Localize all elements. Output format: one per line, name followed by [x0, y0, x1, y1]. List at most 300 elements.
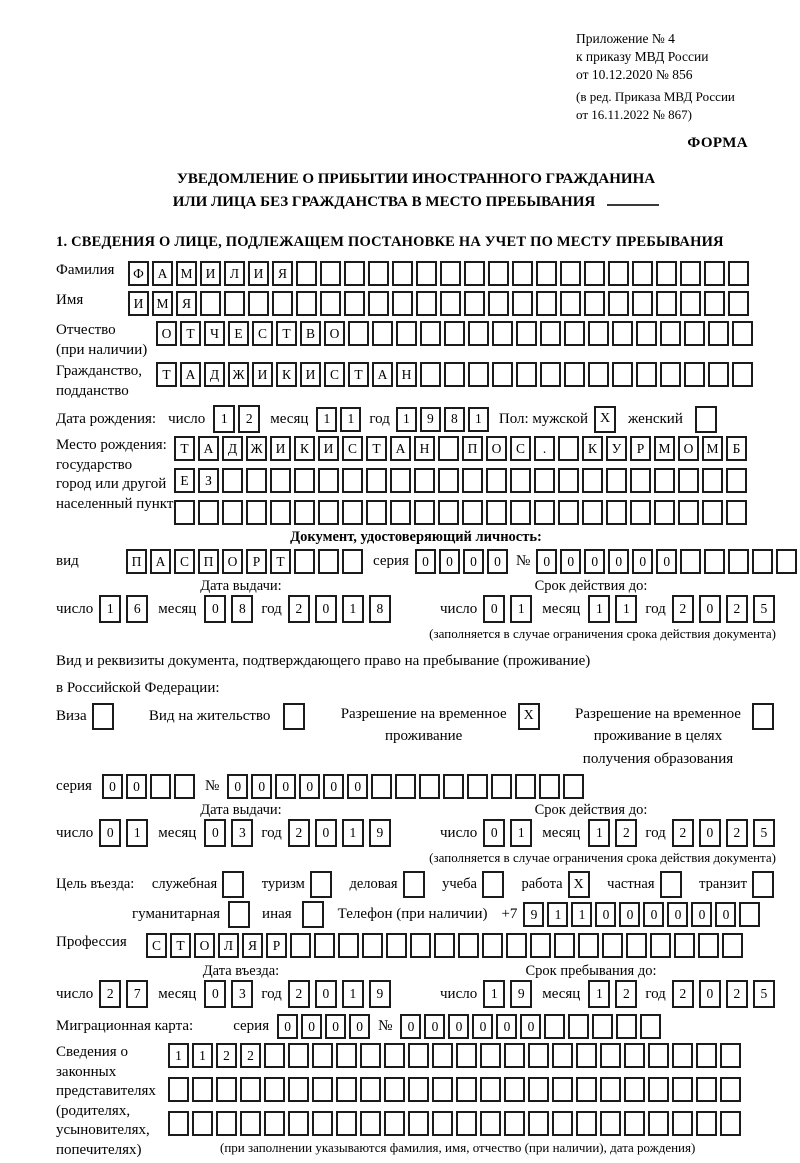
char-box[interactable]: [312, 1077, 333, 1102]
char-box[interactable]: 1: [547, 902, 568, 927]
char-box[interactable]: [616, 1014, 637, 1039]
char-box[interactable]: 0: [487, 549, 508, 574]
char-box[interactable]: [632, 291, 653, 316]
char-box[interactable]: 0: [415, 549, 436, 574]
char-box[interactable]: 0: [536, 549, 557, 574]
char-box[interactable]: 0: [323, 774, 344, 799]
char-box[interactable]: О: [678, 436, 699, 461]
char-box[interactable]: 0: [496, 1014, 517, 1039]
char-box[interactable]: Р: [246, 549, 267, 574]
char-box[interactable]: [602, 933, 623, 958]
char-box[interactable]: [552, 1111, 573, 1136]
char-box[interactable]: [198, 500, 219, 525]
char-box[interactable]: 2: [240, 1043, 261, 1068]
char-box[interactable]: 5: [753, 980, 775, 1008]
char-box[interactable]: Т: [170, 933, 191, 958]
char-box[interactable]: [506, 933, 527, 958]
char-box[interactable]: [558, 436, 579, 461]
char-box[interactable]: [728, 291, 749, 316]
char-box[interactable]: [294, 500, 315, 525]
char-box[interactable]: [414, 500, 435, 525]
char-box[interactable]: [720, 1077, 741, 1102]
char-box[interactable]: А: [180, 362, 201, 387]
char-box[interactable]: [468, 321, 489, 346]
char-box[interactable]: [678, 500, 699, 525]
char-box[interactable]: [720, 1111, 741, 1136]
char-box[interactable]: [438, 500, 459, 525]
char-box[interactable]: [384, 1077, 405, 1102]
char-box[interactable]: [294, 549, 315, 574]
char-box[interactable]: Е: [228, 321, 249, 346]
char-box[interactable]: [438, 436, 459, 461]
purpose-work-checkbox[interactable]: X: [568, 871, 590, 898]
char-box[interactable]: [640, 1014, 661, 1039]
char-box[interactable]: 0: [691, 902, 712, 927]
char-box[interactable]: [222, 500, 243, 525]
char-box[interactable]: 8: [231, 595, 253, 623]
char-box[interactable]: Я: [176, 291, 197, 316]
char-box[interactable]: [600, 1077, 621, 1102]
char-box[interactable]: 0: [439, 549, 460, 574]
char-box[interactable]: [656, 291, 677, 316]
char-box[interactable]: [410, 933, 431, 958]
char-box[interactable]: [482, 933, 503, 958]
char-box[interactable]: 0: [204, 595, 226, 623]
char-box[interactable]: [576, 1077, 597, 1102]
char-box[interactable]: [408, 1077, 429, 1102]
char-box[interactable]: Р: [266, 933, 287, 958]
char-box[interactable]: Р: [630, 436, 651, 461]
char-box[interactable]: 0: [400, 1014, 421, 1039]
char-box[interactable]: 0: [699, 595, 721, 623]
char-box[interactable]: [486, 468, 507, 493]
char-box[interactable]: И: [128, 291, 149, 316]
char-box[interactable]: Н: [414, 436, 435, 461]
char-box[interactable]: 0: [560, 549, 581, 574]
char-box[interactable]: [272, 291, 293, 316]
char-box[interactable]: [371, 774, 392, 799]
char-box[interactable]: [443, 774, 464, 799]
char-box[interactable]: [732, 362, 753, 387]
char-box[interactable]: [576, 1043, 597, 1068]
char-box[interactable]: 1: [396, 407, 417, 432]
purpose-tourism-checkbox[interactable]: [310, 871, 332, 898]
char-box[interactable]: У: [606, 436, 627, 461]
char-box[interactable]: 5: [753, 595, 775, 623]
char-box[interactable]: [296, 291, 317, 316]
char-box[interactable]: [456, 1043, 477, 1068]
char-box[interactable]: 0: [584, 549, 605, 574]
char-box[interactable]: [539, 774, 560, 799]
char-box[interactable]: 1: [213, 405, 235, 433]
char-box[interactable]: 8: [444, 407, 465, 432]
char-box[interactable]: [600, 1111, 621, 1136]
char-box[interactable]: [612, 321, 633, 346]
char-box[interactable]: 3: [231, 980, 253, 1008]
char-box[interactable]: [312, 1111, 333, 1136]
char-box[interactable]: [342, 468, 363, 493]
char-box[interactable]: Т: [174, 436, 195, 461]
char-box[interactable]: [444, 362, 465, 387]
char-box[interactable]: [314, 933, 335, 958]
char-box[interactable]: 0: [349, 1014, 370, 1039]
char-box[interactable]: П: [462, 436, 483, 461]
char-box[interactable]: [318, 468, 339, 493]
char-box[interactable]: 0: [520, 1014, 541, 1039]
char-box[interactable]: [612, 362, 633, 387]
char-box[interactable]: 1: [168, 1043, 189, 1068]
char-box[interactable]: [558, 468, 579, 493]
char-box[interactable]: [480, 1077, 501, 1102]
char-box[interactable]: 0: [608, 549, 629, 574]
char-box[interactable]: А: [152, 261, 173, 286]
char-box[interactable]: [438, 468, 459, 493]
char-box[interactable]: Л: [218, 933, 239, 958]
char-box[interactable]: [648, 1043, 669, 1068]
char-box[interactable]: [240, 1077, 261, 1102]
char-box[interactable]: 1: [588, 980, 610, 1008]
char-box[interactable]: 0: [315, 980, 337, 1008]
char-box[interactable]: [630, 500, 651, 525]
char-box[interactable]: 5: [753, 819, 775, 847]
char-box[interactable]: [440, 261, 461, 286]
char-box[interactable]: 1: [99, 595, 121, 623]
char-box[interactable]: 0: [299, 774, 320, 799]
char-box[interactable]: 9: [523, 902, 544, 927]
char-box[interactable]: [704, 261, 725, 286]
purpose-private-checkbox[interactable]: [660, 871, 682, 898]
char-box[interactable]: 0: [656, 549, 677, 574]
char-box[interactable]: [588, 321, 609, 346]
char-box[interactable]: [504, 1043, 525, 1068]
char-box[interactable]: [654, 468, 675, 493]
char-box[interactable]: [582, 468, 603, 493]
char-box[interactable]: [560, 291, 581, 316]
purpose-commercial-checkbox[interactable]: [403, 871, 425, 898]
char-box[interactable]: [366, 468, 387, 493]
char-box[interactable]: 2: [288, 595, 310, 623]
char-box[interactable]: [592, 1014, 613, 1039]
char-box[interactable]: 0: [315, 819, 337, 847]
char-box[interactable]: [390, 468, 411, 493]
char-box[interactable]: [728, 261, 749, 286]
char-box[interactable]: 0: [301, 1014, 322, 1039]
char-box[interactable]: [320, 291, 341, 316]
char-box[interactable]: [368, 291, 389, 316]
char-box[interactable]: А: [198, 436, 219, 461]
visa-checkbox[interactable]: [92, 703, 114, 730]
char-box[interactable]: [458, 933, 479, 958]
char-box[interactable]: [776, 549, 797, 574]
char-box[interactable]: [516, 362, 537, 387]
char-box[interactable]: [468, 362, 489, 387]
char-box[interactable]: [739, 902, 760, 927]
char-box[interactable]: [684, 362, 705, 387]
char-box[interactable]: [462, 468, 483, 493]
char-box[interactable]: [680, 291, 701, 316]
char-box[interactable]: [600, 1043, 621, 1068]
char-box[interactable]: [420, 362, 441, 387]
char-box[interactable]: [360, 1077, 381, 1102]
char-box[interactable]: 1: [126, 819, 148, 847]
char-box[interactable]: [200, 291, 221, 316]
char-box[interactable]: Я: [242, 933, 263, 958]
char-box[interactable]: [504, 1077, 525, 1102]
char-box[interactable]: 2: [672, 980, 694, 1008]
char-box[interactable]: 2: [726, 980, 748, 1008]
char-box[interactable]: [656, 261, 677, 286]
char-box[interactable]: [318, 549, 339, 574]
char-box[interactable]: [192, 1111, 213, 1136]
sex-male-checkbox[interactable]: X: [594, 406, 616, 433]
char-box[interactable]: [216, 1077, 237, 1102]
char-box[interactable]: [294, 468, 315, 493]
char-box[interactable]: [608, 261, 629, 286]
char-box[interactable]: [392, 261, 413, 286]
char-box[interactable]: [432, 1043, 453, 1068]
char-box[interactable]: Д: [222, 436, 243, 461]
char-box[interactable]: [464, 291, 485, 316]
purpose-transit-checkbox[interactable]: [752, 871, 774, 898]
char-box[interactable]: [342, 549, 363, 574]
char-box[interactable]: [636, 362, 657, 387]
char-box[interactable]: З: [198, 468, 219, 493]
char-box[interactable]: [456, 1111, 477, 1136]
char-box[interactable]: 1: [342, 819, 364, 847]
char-box[interactable]: [674, 933, 695, 958]
char-box[interactable]: Т: [366, 436, 387, 461]
char-box[interactable]: Н: [396, 362, 417, 387]
purpose-business-checkbox[interactable]: [222, 871, 244, 898]
char-box[interactable]: [584, 261, 605, 286]
char-box[interactable]: 0: [325, 1014, 346, 1039]
char-box[interactable]: [510, 500, 531, 525]
char-box[interactable]: [336, 1077, 357, 1102]
char-box[interactable]: [648, 1077, 669, 1102]
char-box[interactable]: 0: [463, 549, 484, 574]
char-box[interactable]: [348, 321, 369, 346]
char-box[interactable]: [540, 362, 561, 387]
char-box[interactable]: С: [174, 549, 195, 574]
char-box[interactable]: [528, 1111, 549, 1136]
char-box[interactable]: С: [252, 321, 273, 346]
char-box[interactable]: О: [486, 436, 507, 461]
char-box[interactable]: [552, 1077, 573, 1102]
char-box[interactable]: [192, 1077, 213, 1102]
char-box[interactable]: [414, 468, 435, 493]
purpose-humanitarian-checkbox[interactable]: [228, 901, 250, 928]
char-box[interactable]: 1: [342, 980, 364, 1008]
char-box[interactable]: 2: [672, 595, 694, 623]
char-box[interactable]: [660, 362, 681, 387]
char-box[interactable]: Л: [224, 261, 245, 286]
char-box[interactable]: [492, 321, 513, 346]
char-box[interactable]: Ф: [128, 261, 149, 286]
char-box[interactable]: [174, 774, 195, 799]
char-box[interactable]: [248, 291, 269, 316]
char-box[interactable]: [672, 1043, 693, 1068]
char-box[interactable]: Т: [276, 321, 297, 346]
char-box[interactable]: [696, 1111, 717, 1136]
char-box[interactable]: [552, 1043, 573, 1068]
char-box[interactable]: О: [156, 321, 177, 346]
char-box[interactable]: И: [300, 362, 321, 387]
char-box[interactable]: 2: [615, 819, 637, 847]
char-box[interactable]: [264, 1111, 285, 1136]
char-box[interactable]: С: [324, 362, 345, 387]
char-box[interactable]: [576, 1111, 597, 1136]
char-box[interactable]: 2: [288, 819, 310, 847]
char-box[interactable]: П: [126, 549, 147, 574]
char-box[interactable]: [408, 1111, 429, 1136]
char-box[interactable]: [467, 774, 488, 799]
char-box[interactable]: [680, 261, 701, 286]
char-box[interactable]: Т: [180, 321, 201, 346]
char-box[interactable]: И: [200, 261, 221, 286]
char-box[interactable]: 1: [340, 407, 361, 432]
char-box[interactable]: [648, 1111, 669, 1136]
sex-female-checkbox[interactable]: [695, 406, 717, 433]
char-box[interactable]: [384, 1111, 405, 1136]
char-box[interactable]: К: [276, 362, 297, 387]
char-box[interactable]: 0: [619, 902, 640, 927]
char-box[interactable]: Т: [270, 549, 291, 574]
char-box[interactable]: [456, 1077, 477, 1102]
char-box[interactable]: 2: [288, 980, 310, 1008]
char-box[interactable]: 2: [99, 980, 121, 1008]
char-box[interactable]: 0: [483, 819, 505, 847]
char-box[interactable]: Ж: [246, 436, 267, 461]
char-box[interactable]: [392, 291, 413, 316]
char-box[interactable]: 1: [588, 595, 610, 623]
char-box[interactable]: [702, 468, 723, 493]
char-box[interactable]: [174, 500, 195, 525]
char-box[interactable]: [536, 291, 557, 316]
char-box[interactable]: 2: [672, 819, 694, 847]
char-box[interactable]: [584, 291, 605, 316]
char-box[interactable]: 1: [510, 819, 532, 847]
char-box[interactable]: 0: [315, 595, 337, 623]
char-box[interactable]: [360, 1043, 381, 1068]
char-box[interactable]: [168, 1077, 189, 1102]
char-box[interactable]: [246, 468, 267, 493]
char-box[interactable]: [632, 261, 653, 286]
char-box[interactable]: [396, 321, 417, 346]
char-box[interactable]: [540, 321, 561, 346]
char-box[interactable]: [564, 321, 585, 346]
char-box[interactable]: И: [252, 362, 273, 387]
char-box[interactable]: 2: [726, 595, 748, 623]
char-box[interactable]: [395, 774, 416, 799]
char-box[interactable]: [720, 1043, 741, 1068]
char-box[interactable]: 0: [715, 902, 736, 927]
char-box[interactable]: 1: [615, 595, 637, 623]
char-box[interactable]: [486, 500, 507, 525]
char-box[interactable]: [624, 1077, 645, 1102]
char-box[interactable]: [390, 500, 411, 525]
char-box[interactable]: Е: [174, 468, 195, 493]
char-box[interactable]: [270, 468, 291, 493]
char-box[interactable]: 0: [204, 819, 226, 847]
char-box[interactable]: И: [270, 436, 291, 461]
char-box[interactable]: 9: [369, 819, 391, 847]
char-box[interactable]: [534, 468, 555, 493]
char-box[interactable]: 0: [126, 774, 147, 799]
char-box[interactable]: [416, 291, 437, 316]
char-box[interactable]: [708, 321, 729, 346]
char-box[interactable]: М: [176, 261, 197, 286]
char-box[interactable]: [636, 321, 657, 346]
char-box[interactable]: 1: [483, 980, 505, 1008]
char-box[interactable]: [672, 1111, 693, 1136]
char-box[interactable]: [626, 933, 647, 958]
char-box[interactable]: [416, 261, 437, 286]
char-box[interactable]: 1: [192, 1043, 213, 1068]
char-box[interactable]: 2: [216, 1043, 237, 1068]
char-box[interactable]: [516, 321, 537, 346]
char-box[interactable]: [366, 500, 387, 525]
char-box[interactable]: О: [222, 549, 243, 574]
char-box[interactable]: О: [324, 321, 345, 346]
char-box[interactable]: [624, 1043, 645, 1068]
char-box[interactable]: 0: [204, 980, 226, 1008]
char-box[interactable]: 0: [102, 774, 123, 799]
char-box[interactable]: [704, 291, 725, 316]
purpose-other-checkbox[interactable]: [302, 901, 324, 928]
char-box[interactable]: [650, 933, 671, 958]
char-box[interactable]: 0: [275, 774, 296, 799]
char-box[interactable]: [288, 1111, 309, 1136]
char-box[interactable]: [696, 1077, 717, 1102]
char-box[interactable]: [338, 933, 359, 958]
char-box[interactable]: [216, 1111, 237, 1136]
char-box[interactable]: [530, 933, 551, 958]
char-box[interactable]: 3: [231, 819, 253, 847]
char-box[interactable]: [554, 933, 575, 958]
char-box[interactable]: 9: [369, 980, 391, 1008]
char-box[interactable]: [708, 362, 729, 387]
char-box[interactable]: [264, 1043, 285, 1068]
char-box[interactable]: [434, 933, 455, 958]
char-box[interactable]: 0: [424, 1014, 445, 1039]
char-box[interactable]: К: [294, 436, 315, 461]
char-box[interactable]: [544, 1014, 565, 1039]
char-box[interactable]: 1: [468, 407, 489, 432]
char-box[interactable]: [534, 500, 555, 525]
char-box[interactable]: М: [654, 436, 675, 461]
char-box[interactable]: 9: [420, 407, 441, 432]
char-box[interactable]: 0: [699, 980, 721, 1008]
char-box[interactable]: Ч: [204, 321, 225, 346]
char-box[interactable]: 0: [643, 902, 664, 927]
char-box[interactable]: Д: [204, 362, 225, 387]
char-box[interactable]: [606, 500, 627, 525]
char-box[interactable]: [318, 500, 339, 525]
char-box[interactable]: [492, 362, 513, 387]
char-box[interactable]: [488, 291, 509, 316]
char-box[interactable]: А: [372, 362, 393, 387]
char-box[interactable]: [344, 261, 365, 286]
char-box[interactable]: [462, 500, 483, 525]
char-box[interactable]: Б: [726, 436, 747, 461]
char-box[interactable]: [320, 261, 341, 286]
char-box[interactable]: [624, 1111, 645, 1136]
char-box[interactable]: 8: [369, 595, 391, 623]
char-box[interactable]: 0: [99, 819, 121, 847]
char-box[interactable]: М: [152, 291, 173, 316]
char-box[interactable]: 2: [726, 819, 748, 847]
char-box[interactable]: [488, 261, 509, 286]
